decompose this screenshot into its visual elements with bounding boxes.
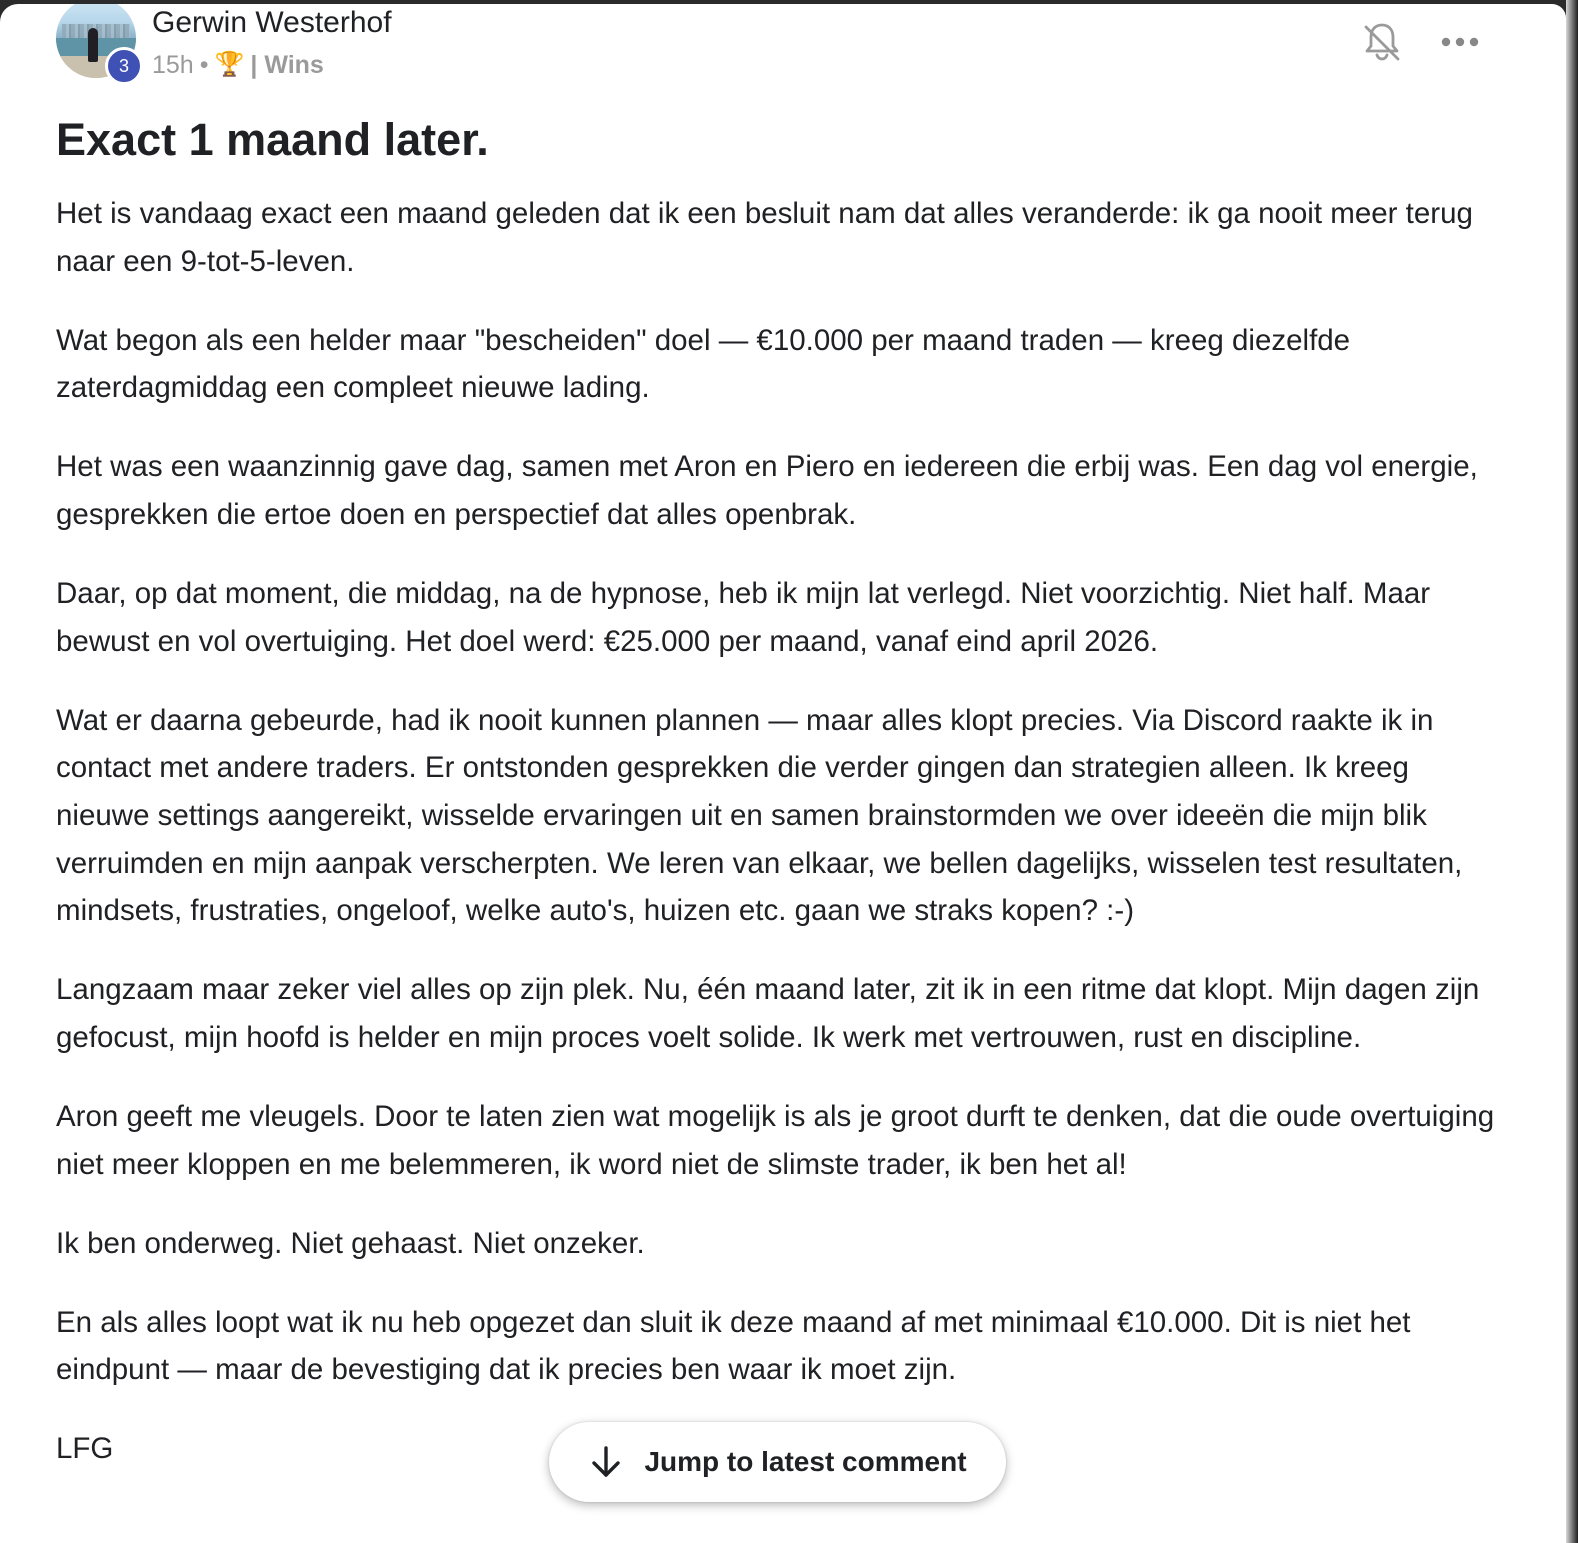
post-paragraph: Langzaam maar zeker viel alles op zijn plek. Nu, één maand later, zit ik in een ritme dat klopt. Mijn dagen zijn gefocust, mijn hoofd is helder en mijn proces voelt solide. Ik werk met vertrouwen, rust en discipline. [56,973,1480,1054]
post-paragraph: Aron geeft me vleugels. Door te laten zien wat mogelijk is als je groot durft te denken, dat die oude overtuiging niet meer kloppen en me belemmeren, ik word niet de slimste trader, ik ben het al! [56,1099,1495,1181]
post-paragraph: Daar, op dat moment, die middag, na de hypnose, heb ik mijn lat verlegd. Niet voorzichtig. Niet half. Maar bewust en vol overtuiging. Het doel werd: €25.000 per maand, vanaf eind april 2026. [56,577,1431,658]
post-paragraph: Het is vandaag exact een maand geleden dat ik een besluit nam dat alles veranderde: ik ga nooit meer terug naar een 9-tot-5-leven. [56,197,1473,278]
bell-off-icon [1358,18,1406,66]
post-paragraph: Wat er daarna gebeurde, had ik nooit kunnen plannen — maar alles klopt precies. Via Discord raakte ik in contact met andere traders. Er ontstonden gesprekken die verder gingen dan strategien alleen. Ik kreeg nieuwe settings aangereikt, wisselde ervaringen uit en samen brainstormden we over ideeën die mijn blik verruimden en mijn aanpak verscherpten. We leren van elkaar, we bellen dagelijks, wisselen test resultaten, mindsets, frustraties, ongeloof, welke auto's, huizen etc. gaan we straks kopen? :-) [56,703,1463,928]
meta-separator: • [199,51,209,79]
post-paragraph: Het was een waanzinnig gave dag, samen met Aron en Piero en iedereen die erbij was. Een dag vol energie, gesprekken die ertoe doen en perspectief dat alles openbrak. [56,450,1478,531]
more-options-button[interactable] [1436,24,1484,60]
author-name[interactable]: Gerwin Westerhof [152,6,392,39]
trophy-icon: 🏆 [214,51,245,78]
jump-to-latest-comment-button[interactable] [549,1422,1006,1502]
post-card [0,4,1566,1543]
jump-button-label: Jump to latest comment [644,1446,967,1477]
level-badge: 3 [105,47,143,85]
post-paragraph: Ik ben onderweg. Niet gehaast. Niet onzeker. [56,1226,645,1260]
arrow-down-icon [588,1444,624,1480]
post-meta [152,48,324,82]
post-category[interactable]: | Wins [250,51,324,79]
post-time: 15h [152,51,194,79]
notification-toggle-button[interactable] [1358,18,1406,66]
more-horizontal-icon [1436,24,1484,60]
window-edge [1566,0,1578,1543]
post-paragraph: Wat begon als een helder maar "bescheiden" doel — €10.000 per maand traden — kreeg diezelfde zaterdagmiddag een compleet nieuwe lading. [56,323,1351,405]
post-title: Exact 1 maand later. [56,114,489,165]
post-paragraph: LFG [56,1432,114,1466]
post-body [56,190,1496,1504]
post-paragraph: En als alles loopt wat ik nu heb opgezet dan sluit ik deze maand af met minimaal €10.000. Dit is niet het eindpunt — maar de bevestiging dat ik precies ben waar ik moet zijn. [56,1305,1411,1387]
